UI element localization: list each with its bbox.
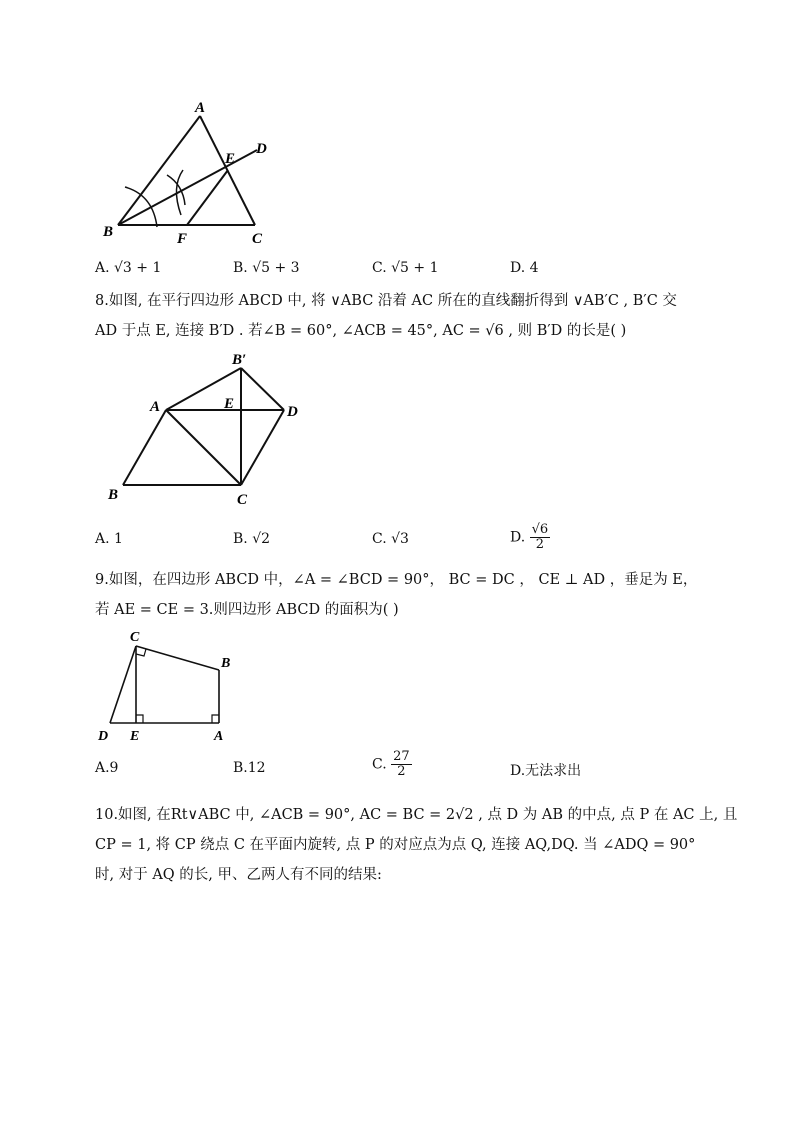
- label-c: C: [237, 492, 248, 508]
- q9-option-d: D.无法求出: [510, 763, 582, 779]
- seg-dc: [110, 646, 136, 723]
- seg-ac: [166, 410, 241, 485]
- q8-option-d-numerator: √6: [531, 522, 549, 537]
- q7-option-d: D. 4: [510, 260, 539, 276]
- figure-q8: [100, 348, 320, 508]
- label-d: D: [256, 141, 267, 157]
- q9-option-b: B.12: [233, 760, 266, 776]
- q8-stem-line2: AD 于点 E, 连接 B′D . 若∠B = 60°, ∠ACB = 45°, AC = √6 , 则 B′D 的长是( ): [95, 323, 627, 339]
- label-e: E: [224, 396, 235, 412]
- q8-option-a: A. 1: [95, 531, 123, 547]
- q8-option-b: B. √2: [233, 531, 271, 547]
- q7-option-b: B. √5 + 3: [233, 260, 300, 276]
- label-a: A: [195, 100, 206, 116]
- label-d: D: [287, 404, 298, 420]
- right-angle-c: [136, 649, 146, 656]
- label-b: B: [221, 656, 231, 671]
- q9-option-a: A.9: [95, 760, 119, 776]
- segment-ef: [187, 170, 228, 225]
- q8-option-d-denominator: 2: [535, 537, 545, 552]
- label-c: C: [130, 630, 140, 645]
- label-f: F: [177, 231, 188, 247]
- q7-option-c: C. √5 + 1: [372, 260, 439, 276]
- right-angle-a: [212, 715, 219, 723]
- q10-stem-line1: 10.如图, 在Rt∨ABC 中, ∠ACB = 90°, AC = BC = 2√2 , 点 D 为 AB 的中点, 点 P 在 AC 上, 且: [95, 807, 738, 823]
- seg-cd: [241, 410, 284, 485]
- label-c: C: [252, 231, 263, 247]
- q8-option-c: C. √3: [372, 531, 409, 547]
- q10-stem-line2: CP = 1, 将 CP 绕点 C 在平面内旋转, 点 P 的对应点为点 Q, 连接 AQ,DQ. 当 ∠ADQ = 90°: [95, 837, 696, 853]
- seg-ab: [123, 410, 166, 485]
- q10-stem-line3: 时, 对于 AQ 的长, 甲、乙两人有不同的结果:: [95, 867, 382, 883]
- label-b-prime: B′: [232, 352, 247, 368]
- label-d: D: [98, 729, 109, 744]
- label-b: B: [103, 224, 114, 240]
- label-e: E: [225, 151, 236, 167]
- q9-stem-line1: 9.如图，在四边形 ABCD 中，∠A = ∠BCD = 90°， BC = DC ， CE ⊥ AD ，垂足为 E，: [95, 572, 698, 588]
- q7-option-a: A. √3 + 1: [95, 260, 162, 276]
- right-angle-e: [136, 715, 143, 723]
- figure-q7: [95, 95, 285, 250]
- q9-option-c-prefix: C.: [372, 756, 387, 773]
- q8-option-d-prefix: D.: [510, 529, 526, 546]
- q8-option-d: [510, 523, 550, 552]
- side-ab: [118, 116, 200, 225]
- q8-option-d-fraction: [530, 523, 551, 552]
- q9-option-c-fraction: [391, 750, 412, 779]
- label-a: A: [214, 729, 224, 744]
- seg-b-prime-d: [241, 368, 284, 410]
- label-a: A: [150, 399, 161, 415]
- label-e: E: [130, 729, 140, 744]
- seg-cb: [136, 646, 219, 670]
- q9-option-c-numerator: 27: [393, 749, 410, 764]
- q9-option-c-denominator: 2: [397, 764, 406, 779]
- q8-stem-line1: 8.如图, 在平行四边形 ABCD 中, 将 ∨ABC 沿着 AC 所在的直线翻折得到 ∨AB′C , B′C 交: [95, 293, 677, 309]
- q9-option-c: [372, 750, 412, 779]
- figure-q9: [95, 625, 245, 747]
- q9-stem-line2: 若 AE = CE = 3.则四边形 ABCD 的面积为( ): [95, 602, 399, 618]
- label-b: B: [108, 487, 119, 503]
